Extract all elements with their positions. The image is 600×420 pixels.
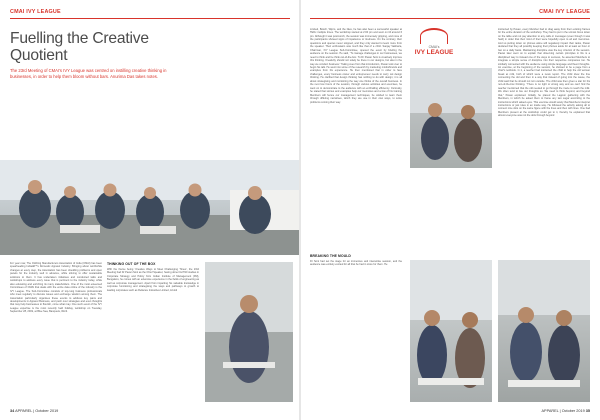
subhead-thinking: THINKING OUT OF THE BOX [107, 262, 156, 266]
article-headline: Fuelling the Creative Quotient [10, 30, 149, 64]
folio-text: APPAREL | October 2019 [541, 409, 585, 413]
page-number: 34 [10, 409, 15, 413]
folio-right [542, 409, 591, 413]
subhead-breaking: BREAKING THE MOULD [310, 254, 351, 258]
ivy-league-logo [410, 28, 458, 62]
right-page [300, 0, 600, 420]
participants-photo-2-illustration [498, 260, 590, 402]
section-tag: CMAI IVY LEAGUE [539, 9, 590, 15]
workshop-photo-illustration [0, 160, 300, 255]
audience-photo-illustration [410, 68, 492, 168]
audience-photo [410, 68, 492, 168]
page-number: 35 [585, 409, 590, 413]
participants-photo-2 [498, 260, 590, 402]
right-column-1-tail: Dr Soni had set the stage for an immersive and interactive session, and the audience was entirely excited for all that he had in store for them. He [310, 260, 402, 267]
right-column-2: instructed by Pavan, every Member had to drag away from their existing frames for the entire duration of the workshop. They had to put in the utmost focus down on the table and not pay attention to any calls or messages (even though it was hard) in order that their mind of their were hopefully open to all and memories. And so putting down on phones alone will negatively impact their tasks, Pavan declared that they all possibly keeping their phones aside for at least an hour or two on a daily basis. Maintaining discipline was the key criterion of the session. Pavan later went on to explain that observing certain principles in life is a disciplined way to instead one of the ways to success, he asserted Members to integrate a simple sense of discipline into their respective companies too. He similarly connected with the audience using simple language and fluent thoughts. An exercise, at the beginning of the session, he showed to be a page from a chief’s textbook. In it, a teacher had instructed the child to help the old woman break at milk, both of which were a news report. The child drew the line connecting the old and then in a way that instead of going into the cause, the child said that he should not turn outside. The child was then given a star for his non-of-the-box thinking. “There is no right or wrong way and we can’t find the teacher mentioned that the old needed to go through the maze to reach the milk. We often tend to live our thoughts so. We need to think beyond, and beyond that,” Pavan explained. Initially, he placed the Lagoon gathering with the Members, in which he asked them to frame any two sugar according to the instructions which asked eyes. This exercise would surely that Members interpret instructions or just rules in an inside way. He followed the activity asking all to connect nine dots on the same figure with the lines and then with lines. One had Members present at the workshop could get to it, thereby he explained that almost everyone was not the dots through beyond [498, 28, 590, 118]
speaker-photo [205, 262, 293, 402]
section-rule [10, 18, 290, 19]
folio-text: APPAREL | October 2019 [15, 409, 59, 413]
article-standfirst: The 23rd Meeting of CMAI's IVY League was centred on instilling creative thinking in businesses, in order to help them bloom without bars. Anurima Das takes notes. [10, 68, 167, 79]
folio-left [10, 409, 58, 413]
logo-arc-icon [420, 28, 448, 44]
article-column-1: For year now, The Clothing Manufacturers Association of India (CMAI) has been spearheading Indiaâ€™s Domestic Apparel Industry. Bringing about worthwhile changes at every step, the Association has been shedding problems and open panels for the industry well in advance, while striving to offer sustainable solutions to them. It has undertaken initiatives and conducted talks and workshops to address every issue that is pertinent to the industry today, while also educating and enriching its many stakeholders. One of the most esteemed Committees of CMAI that deals with the entire data online of the industry is the IVY League. The Sub-Committee consists of top-rung business professionals who meet regularly to discuss issues and exchange wisdom among them. The Association particularly organises these events to address key pains and developments in Apparel Business, and push over strategies and even thoughts that may help businesses to flourish, come what may. One such event of the IVY League expertise is the most recently held holiday, workshop on Tuesday, September 28, 2019, at Blue Sea, Banquets, Worli. [10, 262, 102, 314]
article-column-2: With the theme being ‘Creative Ways to Meet Challenging Times’, the 23rd Meeting had Dr Pavan Soni as the Chief Speaker, having done his PhD studies in Corporate Strategy and Policy from Indian Institute of Management (IIM), Bengaluru, he comes with an extensive experience in the fields of engineering as well as corporate management. Apart from imparting his valuable knowledge in corporate functioning and strategising the ways and pathways to growth to leading corporates such as Reliance Industries Limited, Arvind [107, 268, 199, 292]
participants-photo-1-illustration [410, 260, 492, 402]
speaker-photo-illustration [205, 262, 293, 402]
participants-photo-1 [410, 260, 492, 402]
logo-line-1: CMAI's [428, 45, 440, 49]
section-rule [310, 18, 590, 19]
logo-line-2: IVY LEAGUE [414, 49, 454, 56]
right-column-1: Limited, Bosch, Wipro, and the likes, he has also been a successful speaker at TEDx multiple times. The workshop started at 2:00 pm and went on till around 6 pm. Although it was post-lunch, the session was immensely gripping, and none of the participants showed signs of impatience or tiredness. On the contrary, their questions and queries never stopped, and they only wanted to learn more from the speaker. Their enthusiasm was much like that of a child. Sanjay Vakharia, Chairman, IVY League Sub-Committee, opened the event by briefing the audience on the session. He said, “To manage challenges in our businesses, we need to think and be think out-of-the-box. To Dr Pavan Soni is creatively improve this thinking. Creativity should not solely be there in our designs, but also in the way we conduct business.” Taking cues from that introduction, Pavan took over to begin his talk. He went into some of the research by marketing minds/brands and examples from his experience. He then mentioned that in order to face challenges, every business owner and entrepreneur needs to carry out design thinking. He clarified that design thinking has nothing to do with design; it is all about strategising and monitoring the way one thinks of the overall business. In the next few hours of the session, through various activities and exercises, he went on to demonstrate to the audience with an enthralling efficiency. Curiously, he stated that stories and examples help our memories and a few of his training Members will hence our management techniques, he wished to learn them through differing narratives, which they are use in their own ways, to solve problems coming their way. [310, 28, 402, 104]
workshop-photo [0, 160, 300, 255]
section-tag: CMAI IVY LEAGUE [10, 9, 61, 15]
